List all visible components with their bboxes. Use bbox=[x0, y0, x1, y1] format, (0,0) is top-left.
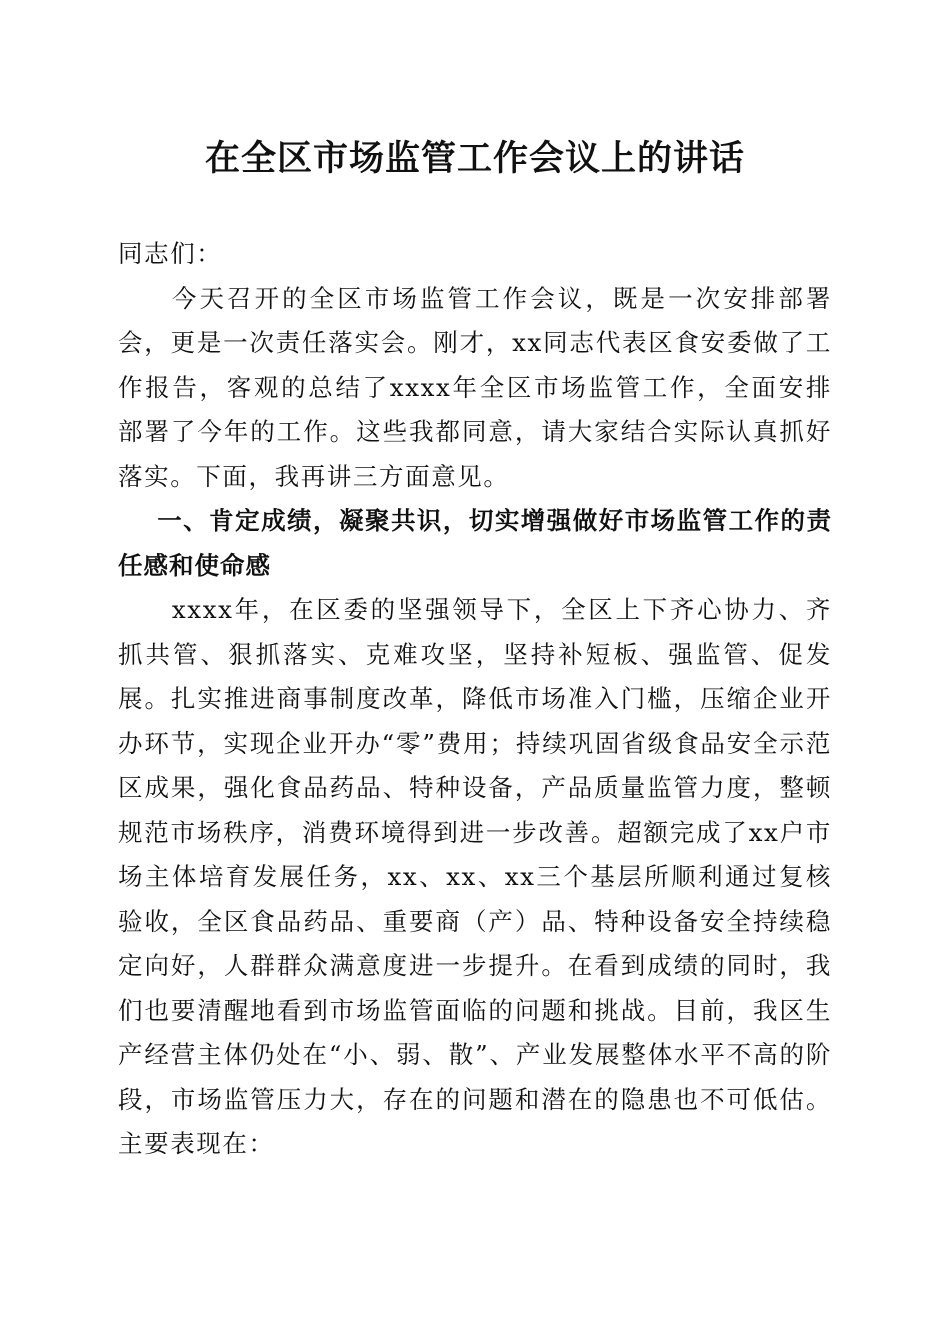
salutation: 同志们： bbox=[118, 239, 223, 268]
paragraph-achievements: xxxx年，在区委的坚强领导下，全区上下齐心协力、齐抓共管、狠抓落实、克难攻坚，坚持补短板、强监管、促发展。扎实推进商事制度改革，降低市场准入门槛，压缩企业开办环节，实现企业开办“零”费用；持续巩固省级食品安全示范区成果，强化食品药品、特种设备，产品质量监管力度，整顿规范市场秩序，消费环境得到进一步改善。超额完成了xx户市场主体培育发展任务，xx、xx、xx三个基层所顺利通过复核验收，全区食品药品、重要商（产）品、特种设备安全持续稳定向好，人群群众满意度进一步提升。在看到成绩的同时，我们也要清醒地看到市场监管面临的问题和挑战。目前，我区生产经营主体仍处在“小、弱、散”、产业发展整体水平不高的阶段，市场监管压力大，存在的问题和潜在的隐患也不可低估。主要表现在： bbox=[118, 595, 832, 1158]
document-body bbox=[118, 232, 832, 1167]
document-title: 在全区市场监管工作会议上的讲话 bbox=[204, 138, 745, 179]
paragraph-opening: 今天召开的全区市场监管工作会议，既是一次安排部署会，更是一次责任落实会。刚才，xx同志代表区食安委做了工作报告，客观的总结了xxxx年全区市场监管工作，全面安排部署了今年的工作。这些我都同意，请大家结合实际认真抓好落实。下面，我再讲三方面意见。 bbox=[118, 283, 832, 491]
section-heading-1: 一、肯定成绩，凝聚共识，切实增强做好市场监管工作的责任感和使命感 bbox=[118, 506, 832, 580]
